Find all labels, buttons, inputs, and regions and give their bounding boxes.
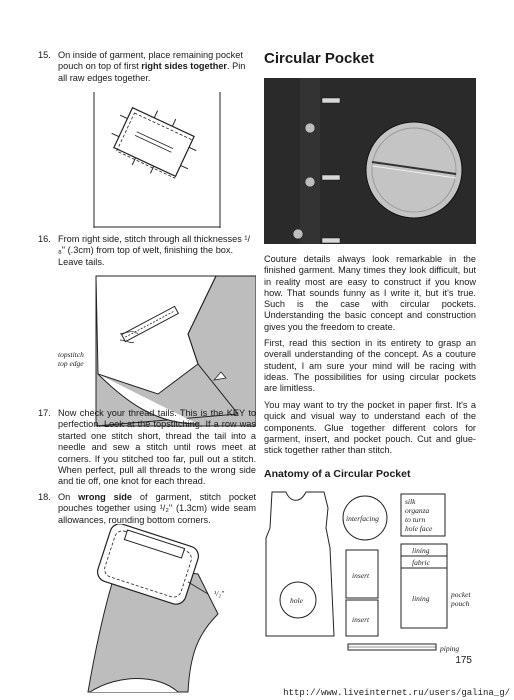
label-fabric: fabric <box>412 558 430 567</box>
label-hole-face: hole face <box>405 524 433 533</box>
step-text-part: On inside of garment, place remaining pocket pouch on top of first <box>58 50 243 72</box>
step-number: 16. <box>38 234 51 244</box>
figure-label-top-edge: top edge <box>58 359 84 368</box>
page-number: 175 <box>455 655 472 666</box>
step-number: 15. <box>38 50 51 60</box>
label-silk: silk <box>405 497 416 506</box>
step-text: From right side, stitch through all thicknesses ¹/₈" (.3cm) from top of welt, finishing the box. Leave tails. <box>58 234 250 267</box>
step-16 <box>38 234 256 268</box>
figure-label-topstitch: topstitch <box>58 350 84 359</box>
step-text-bold: right sides together <box>141 61 228 72</box>
label-insert-top: insert <box>352 571 370 580</box>
step-text: Now check your thread tails. This is the KEY to perfection. Look at the topstitching. If a row was started one stitch short, thread the tail into a needle and sew a stitch until rows meet at corners. If you stitched too far, pull out a stitch. When perfect, pull all threads to the wrong side and tie off, one knot for each thread. <box>58 408 256 487</box>
step-text <box>58 492 256 526</box>
label-interfacing: interfacing <box>346 514 379 523</box>
label-hole: hole <box>290 596 303 605</box>
step-15 <box>38 50 256 84</box>
figure-pocket-pouch-stitched <box>78 524 248 694</box>
label-organza: organza <box>405 506 430 515</box>
figure-pocket-pouch-pinned <box>92 92 222 228</box>
step-17 <box>38 408 256 488</box>
label-lining-top: lining <box>412 546 430 555</box>
footer-url[interactable]: http://www.liveinternet.ru/users/galina_g/ <box>283 688 510 698</box>
label-lining: lining <box>412 594 430 603</box>
anatomy-diagram <box>264 488 476 658</box>
intro-paragraph: Couture details always look remarkable in the finished garment. Many times they look difficult, but in reality most are easy to construct if you know how. That sounds funny as I write it, but it's true. Such is the case with circular pockets. Understanding the basic concept and construction gives you the freedom to create. <box>264 254 476 332</box>
step-text-bold: wrong side <box>78 492 132 502</box>
label-pocket: pocket <box>451 590 471 599</box>
step-18 <box>38 492 256 526</box>
step-text-part: of garment, stitch pocket pouches together using ¹/₂" (1.3cm) wide seam allowances, rounding bottom corners. <box>58 492 256 525</box>
label-insert-bottom: insert <box>352 615 370 624</box>
photo-circular-pocket <box>264 78 476 244</box>
step-text-part: . Pin all raw edges together. <box>58 61 246 83</box>
step-text <box>58 50 256 84</box>
label-pouch-text: pouch <box>451 599 470 608</box>
anatomy-heading: Anatomy of a Circular Pocket <box>264 468 411 480</box>
paper-trial-paragraph: You may want to try the pocket in paper first. It's a quick and visual way to understand each of the components. Glue together different colors for garment, insert, and pocket pouch. Cut and glue-stick together rather than stitch. <box>264 400 476 456</box>
read-section-paragraph: First, read this section in its entirety to grasp an overall understanding of the concept. As a couture student, I am sure your mind will be racing with ideas. The possibilities for using circular pockets are limitless. <box>264 338 476 394</box>
step-text-part: On <box>58 492 79 502</box>
section-heading: Circular Pocket <box>264 50 375 67</box>
step-number: 18. <box>38 492 51 502</box>
label-piping: piping <box>440 644 460 653</box>
step-number: 17. <box>38 408 51 418</box>
label-to-turn: to turn <box>405 515 426 524</box>
figure-label-seam: ¹/₂" <box>214 589 225 598</box>
